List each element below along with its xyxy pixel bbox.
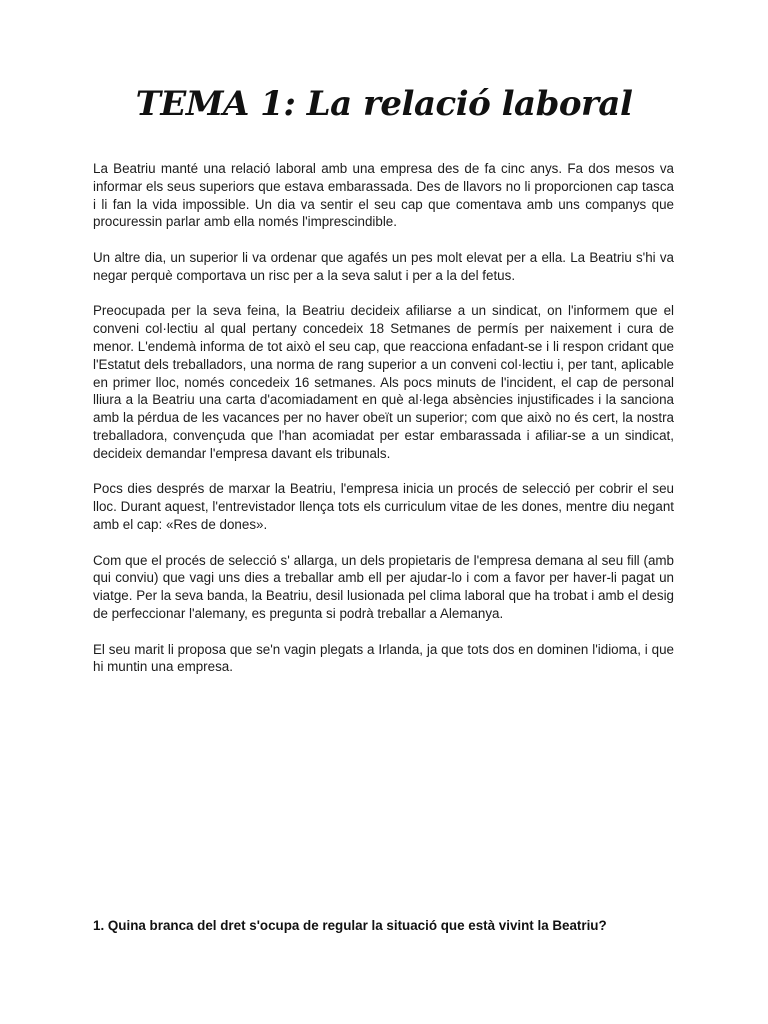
question-1: 1. Quina branca del dret s'ocupa de regular la situació que està vivint la Beatriu? — [93, 918, 607, 933]
paragraph-2: Un altre dia, un superior li va ordenar que agafés un pes molt elevat per a ella. La Beatriu s'hi va negar perquè comportava un risc per a la seva salut i per a la del fetus. — [93, 249, 674, 283]
paragraph-1: La Beatriu manté una relació laboral amb una empresa des de fa cinc anys. Fa dos mesos va informar els seus superiors que estava embarassada. Des de llavors no li proporcionen cap tasca i li fan la vida impossible. Un dia va sentir el seu cap que comentava amb uns companys que procuressin parlar amb ella només l'imprescindible. — [93, 161, 674, 230]
paragraph-4: Pocs dies després de marxar la Beatriu, l'empresa inicia un procés de selecció per cobrir el seu lloc. Durant aquest, l'entrevistador llença tots els curriculum vitae de les dones, mentre diu negant amb el cap: «Res de dones». — [93, 481, 674, 532]
document-body — [93, 160, 674, 694]
paragraph-6: El seu marit li proposa que se'n vagin plegats a Irlanda, ja que tots dos en dominen l'idioma, i que hi muntin una empresa. — [93, 641, 674, 675]
paragraph-5: Com que el procés de selecció s' allarga, un dels propietaris de l'empresa demana al seu fill (amb qui conviu) que vagi uns dies a treballar amb ell per ajudar-lo i com a favor per haver-li pagat un viatge. Per la seva banda, la Beatriu, desil lusionada pel clima laboral que ha trobat i amb el desig de perfeccionar l'alemany, es pregunta si podrà treballar a Alemanya. — [93, 552, 674, 621]
page-title: TEMA 1: La relació laboral — [135, 84, 633, 124]
paragraph-3: Preocupada per la seva feina, la Beatriu decideix afiliarse a un sindicat, on l'informem que el conveni col·lectiu al qual pertany concedeix 18 Setmanes de permís per naixement i cura de menor. L'endemà informa de tot això el seu cap, que reacciona enfadant-se i li respon cridant que l'Estatut dels treballadors, una norma de rang superior a un conveni col·lectiu i, per tant, aplicable en primer lloc, només concedeix 16 setmanes. Als pocs minuts de l'incident, el cap de personal lliura a la Beatriu una carta d'acomiadament en què al·lega absències injustificades i la sanciona amb la pérdua de les vacances per no haver obeït un superior; com que això no és cert, la nostra treballadora, convençuda que l'han acomiadat per estar embarassada i afiliar-se a un sindicat, decideix demandar l'empresa davant els tribunals. — [93, 303, 674, 461]
